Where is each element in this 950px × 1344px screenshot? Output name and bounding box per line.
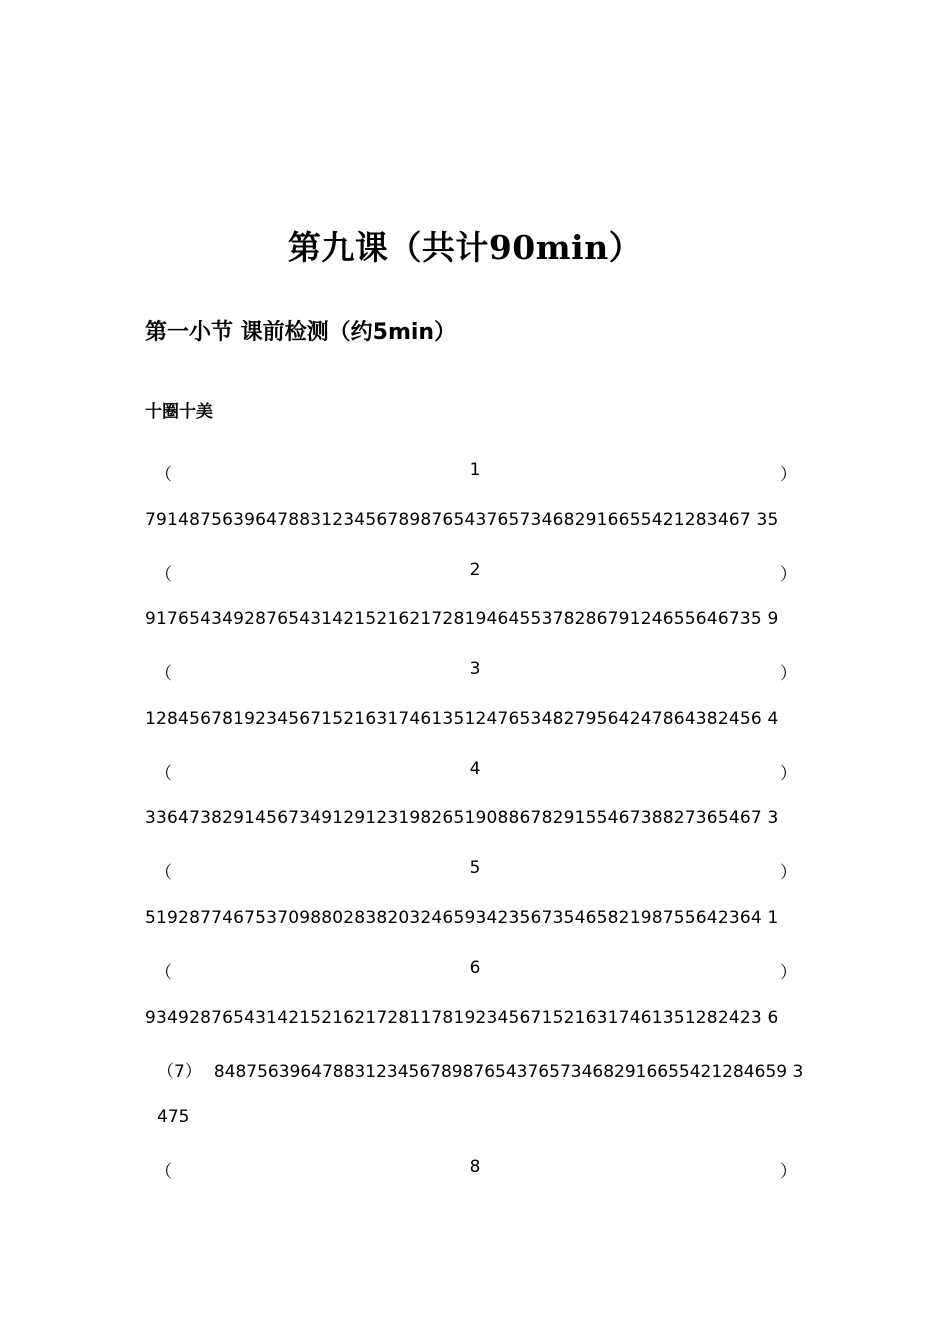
digit-string: 7914875639647883123456789876543765734682916655421283467 35 [145, 510, 779, 530]
item-number: 6 [469, 958, 481, 978]
right-paren: ） [780, 465, 797, 485]
right-paren: ） [780, 664, 797, 684]
left-paren: （ [155, 764, 172, 784]
item-7-label: （7） [157, 1062, 202, 1082]
digit-string-continuation: 475 [157, 1107, 190, 1127]
digit-string: 33647382914567349129123198265190886782915546738827365467 3 [145, 808, 779, 828]
right-paren: ） [780, 863, 797, 883]
left-paren: （ [155, 465, 172, 485]
digit-string: 12845678192345671521631746135124765348279564247864382456 4 [145, 709, 779, 729]
item-number: 2 [469, 560, 481, 580]
right-paren: ） [780, 1162, 797, 1182]
page-title: 第九课（共计90min） [287, 228, 643, 267]
left-paren: （ [155, 1162, 172, 1182]
item-number: 8 [469, 1157, 481, 1177]
item-number-line [145, 560, 805, 586]
item-number: 4 [469, 759, 481, 779]
item-number-line [145, 858, 805, 884]
right-paren: ） [780, 565, 797, 585]
digit-string: 91765434928765431421521621728194645537828679124655646735 9 [145, 609, 779, 629]
subsection-heading: 十圈十美 [145, 402, 213, 422]
left-paren: （ [155, 963, 172, 983]
section-heading: 第一小节 课前检测（约5min） [145, 320, 457, 345]
item-number-line [145, 958, 805, 984]
item-7-line [157, 1057, 803, 1082]
item-number-line [145, 659, 805, 685]
item-number-line [145, 460, 805, 486]
item-number-line [145, 759, 805, 785]
left-paren: （ [155, 664, 172, 684]
digit-string: 51928774675370988028382032465934235673546582198755642364 1 [145, 908, 779, 928]
item-number: 3 [469, 659, 481, 679]
left-paren: （ [155, 863, 172, 883]
digit-string: 93492876543142152162172811781923456715216317461351282423 6 [145, 1008, 779, 1028]
digit-string: 84875639647883123456789876543765734682916655421284659 3 [213, 1062, 804, 1082]
item-number-line [145, 1157, 805, 1183]
right-paren: ） [780, 963, 797, 983]
item-number: 5 [469, 858, 481, 878]
item-number: 1 [469, 460, 481, 480]
right-paren: ） [780, 764, 797, 784]
left-paren: （ [155, 565, 172, 585]
